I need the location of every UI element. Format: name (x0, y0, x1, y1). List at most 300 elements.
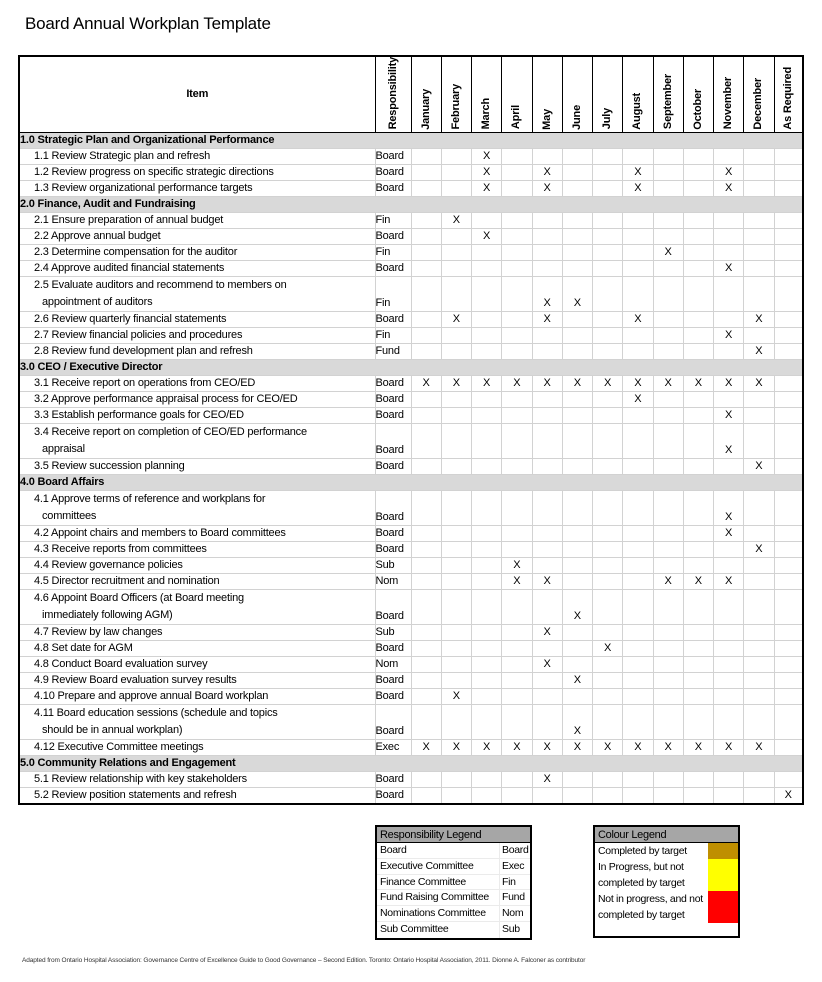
month-cell (502, 344, 532, 360)
mark-cell: X (714, 526, 744, 542)
item-line: 2.2 Approve annual budget (34, 230, 161, 243)
month-cell (774, 181, 803, 197)
page-title: Board Annual Workplan Template (25, 14, 271, 33)
item-line: 3.1 Receive report on operations from CEO/ED (34, 377, 256, 390)
month-cell (683, 772, 713, 788)
month-cell (562, 788, 592, 805)
month-cell (653, 392, 683, 408)
month-cell (441, 558, 471, 574)
section-header-row (19, 133, 803, 149)
month-cell (593, 542, 623, 558)
month-cell (562, 689, 592, 705)
workplan-row (19, 408, 803, 424)
month-cell (502, 689, 532, 705)
month-cell (744, 689, 774, 705)
month-cell (683, 542, 713, 558)
month-cell (441, 657, 471, 673)
month-cell (502, 657, 532, 673)
month-cell (441, 574, 471, 590)
month-cell (472, 558, 502, 574)
month-cell (411, 491, 441, 526)
month-cell (653, 526, 683, 542)
workplan-row (19, 165, 803, 181)
month-cell (774, 459, 803, 475)
month-cell (714, 558, 744, 574)
item-cell (19, 558, 375, 574)
colour-legend-body (595, 843, 738, 935)
workplan-row (19, 229, 803, 245)
item-line: 3.3 Establish performance goals for CEO/ED (34, 409, 244, 422)
month-cell (714, 392, 744, 408)
month-cell (562, 424, 592, 459)
workplan-row (19, 625, 803, 641)
colour-legend-swatches (708, 843, 738, 923)
legend-committee-name: Executive Committee (380, 859, 474, 872)
month-cell (441, 788, 471, 805)
month-cell (653, 491, 683, 526)
mark-cell: X (593, 740, 623, 756)
month-cell (714, 788, 744, 805)
item-cell (19, 213, 375, 229)
month-header-label: January (419, 88, 432, 130)
item-cell (19, 165, 375, 181)
month-cell (562, 408, 592, 424)
month-cell (593, 261, 623, 277)
month-cell (653, 558, 683, 574)
legend-committee-name: Board (380, 844, 407, 856)
item-line: 4.2 Appoint chairs and members to Board committees (34, 527, 286, 540)
month-cell (593, 558, 623, 574)
month-cell (502, 277, 532, 312)
mark-cell: X (562, 590, 592, 625)
month-cell (744, 526, 774, 542)
month-cell (774, 689, 803, 705)
table-header-row (19, 56, 803, 133)
mark-cell: X (744, 740, 774, 756)
responsibility-cell: Board (375, 526, 411, 542)
item-line: 4.8 Set date for AGM (34, 642, 133, 655)
month-cell (472, 261, 502, 277)
month-cell (744, 408, 774, 424)
month-cell (744, 657, 774, 673)
month-cell (683, 491, 713, 526)
month-cell (441, 181, 471, 197)
month-cell (653, 590, 683, 625)
legend-committee-abbr: Exec (499, 859, 530, 874)
month-cell (502, 312, 532, 328)
item-line: 4.11 Board education sessions (schedule and topics (34, 707, 278, 720)
item-line: 4.10 Prepare and approve annual Board workplan (34, 690, 269, 703)
mark-cell: X (623, 740, 653, 756)
month-cell (774, 424, 803, 459)
item-cell (19, 261, 375, 277)
month-cell (502, 641, 532, 657)
workplan-row (19, 261, 803, 277)
legend-committee-name: Fund Raising Committee (380, 891, 489, 904)
month-cell (472, 344, 502, 360)
colour-legend-label: In Progress, but not (598, 861, 684, 873)
month-cell (472, 312, 502, 328)
month-cell (623, 657, 653, 673)
month-cell (411, 408, 441, 424)
month-cell (562, 149, 592, 165)
responsibility-cell: Board (375, 491, 411, 526)
mark-cell: X (714, 261, 744, 277)
month-cell (593, 424, 623, 459)
item-cell (19, 673, 375, 689)
month-cell (653, 328, 683, 344)
month-cell (562, 181, 592, 197)
month-header-label: November (722, 77, 735, 130)
month-cell (441, 344, 471, 360)
workplan-row (19, 213, 803, 229)
month-cell (472, 590, 502, 625)
month-cell (441, 165, 471, 181)
item-cell (19, 344, 375, 360)
mark-cell: X (653, 740, 683, 756)
month-cell (562, 641, 592, 657)
mark-cell: X (653, 574, 683, 590)
month-cell (472, 277, 502, 312)
month-cell (623, 526, 653, 542)
month-cell (593, 625, 623, 641)
month-header-label: October (691, 88, 704, 130)
month-cell (441, 526, 471, 542)
month-cell (502, 408, 532, 424)
mark-cell: X (714, 740, 744, 756)
month-cell (623, 149, 653, 165)
month-cell (683, 424, 713, 459)
month-cell (623, 328, 653, 344)
mark-cell: X (532, 740, 562, 756)
colour-legend-title: Colour Legend (595, 827, 738, 843)
month-cell (744, 772, 774, 788)
month-cell (744, 788, 774, 805)
mark-cell: X (714, 574, 744, 590)
month-cell (593, 574, 623, 590)
month-cell (411, 526, 441, 542)
month-cell (472, 705, 502, 740)
mark-cell: X (593, 641, 623, 657)
section-header-cell: 2.0 Finance, Audit and Fundraising (19, 197, 803, 213)
responsibility-legend-title: Responsibility Legend (377, 827, 530, 843)
workplan-row (19, 344, 803, 360)
month-cell (441, 641, 471, 657)
responsibility-legend (375, 825, 532, 940)
month-cell (653, 277, 683, 312)
item-line: 2.3 Determine compensation for the auditor (34, 246, 238, 259)
month-header-label: August (631, 92, 644, 130)
month-cell (623, 625, 653, 641)
responsibility-cell: Board (375, 673, 411, 689)
responsibility-cell: Board (375, 542, 411, 558)
month-cell (472, 491, 502, 526)
month-cell (472, 772, 502, 788)
responsibility-cell: Board (375, 689, 411, 705)
month-header-label: June (570, 104, 583, 130)
responsibility-cell: Board (375, 408, 411, 424)
month-cell (593, 657, 623, 673)
month-cell (774, 625, 803, 641)
month-cell (623, 673, 653, 689)
month-cell (502, 149, 532, 165)
mark-cell: X (472, 376, 502, 392)
month-cell (653, 408, 683, 424)
month-cell (653, 181, 683, 197)
month-cell (593, 229, 623, 245)
month-cell (744, 574, 774, 590)
month-cell (593, 772, 623, 788)
workplan-row (19, 277, 803, 312)
month-cell (653, 213, 683, 229)
month-cell (683, 459, 713, 475)
month-cell (502, 181, 532, 197)
workplan-row (19, 149, 803, 165)
month-cell (411, 344, 441, 360)
month-cell (593, 526, 623, 542)
month-cell (472, 542, 502, 558)
mark-cell: X (472, 740, 502, 756)
section-header-cell: 3.0 CEO / Executive Director (19, 360, 803, 376)
month-cell (714, 459, 744, 475)
mark-cell: X (562, 376, 592, 392)
month-cell (774, 376, 803, 392)
month-cell (744, 641, 774, 657)
item-cell (19, 408, 375, 424)
month-cell (411, 459, 441, 475)
footer-citation: Adapted from Ontario Hospital Association: Governance Centre of Excellence Guide to Good Governance – Second Edition. Toronto: Ontario Hospital Association, 2011. Dionne A. Falconer as contributor (22, 957, 586, 964)
col-header-november (714, 56, 744, 133)
month-cell (714, 657, 744, 673)
month-cell (562, 213, 592, 229)
month-cell (623, 558, 653, 574)
item-cell (19, 542, 375, 558)
workplan-row (19, 312, 803, 328)
section-header-row (19, 475, 803, 491)
responsibility-cell: Exec (375, 740, 411, 756)
workplan-row (19, 590, 803, 625)
mark-cell: X (744, 344, 774, 360)
month-cell (683, 328, 713, 344)
item-cell (19, 657, 375, 673)
month-cell (532, 213, 562, 229)
item-cell (19, 312, 375, 328)
month-cell (562, 558, 592, 574)
mark-cell: X (532, 312, 562, 328)
workplan-row (19, 574, 803, 590)
month-cell (744, 625, 774, 641)
month-cell (623, 574, 653, 590)
month-cell (472, 213, 502, 229)
col-header-september (653, 56, 683, 133)
month-cell (653, 424, 683, 459)
month-cell (593, 149, 623, 165)
month-cell (774, 526, 803, 542)
month-cell (411, 312, 441, 328)
item-line: immediately following AGM) (42, 609, 173, 622)
month-cell (532, 641, 562, 657)
month-cell (472, 408, 502, 424)
col-header-as-required (774, 56, 803, 133)
item-cell (19, 772, 375, 788)
item-cell (19, 328, 375, 344)
month-cell (593, 213, 623, 229)
month-cell (502, 705, 532, 740)
month-cell (714, 625, 744, 641)
month-cell (411, 245, 441, 261)
colour-legend-label: Completed by target (598, 845, 687, 857)
month-cell (683, 181, 713, 197)
month-cell (774, 344, 803, 360)
month-cell (502, 245, 532, 261)
month-cell (593, 181, 623, 197)
month-cell (774, 312, 803, 328)
item-line: 4.1 Approve terms of reference and workplans for (34, 493, 266, 506)
mark-cell: X (472, 149, 502, 165)
item-line: 2.4 Approve audited financial statements (34, 262, 225, 275)
month-cell (502, 590, 532, 625)
item-cell (19, 641, 375, 657)
responsibility-cell: Nom (375, 574, 411, 590)
month-cell (623, 261, 653, 277)
month-cell (653, 229, 683, 245)
month-header-label: April (510, 105, 523, 130)
month-cell (683, 261, 713, 277)
month-cell (502, 261, 532, 277)
month-cell (714, 590, 744, 625)
mark-cell: X (441, 740, 471, 756)
mark-cell: X (441, 213, 471, 229)
item-line: appointment of auditors (42, 296, 153, 309)
month-cell (744, 229, 774, 245)
month-cell (562, 392, 592, 408)
month-cell (683, 392, 713, 408)
month-cell (411, 261, 441, 277)
month-cell (653, 312, 683, 328)
mark-cell: X (441, 689, 471, 705)
mark-cell: X (623, 392, 653, 408)
mark-cell: X (532, 625, 562, 641)
mark-cell: X (502, 574, 532, 590)
month-cell (502, 459, 532, 475)
month-cell (774, 705, 803, 740)
month-cell (441, 261, 471, 277)
mark-cell: X (714, 424, 744, 459)
workplan-row (19, 641, 803, 657)
item-header-label: Item (186, 88, 209, 101)
month-cell (532, 261, 562, 277)
col-header-july (593, 56, 623, 133)
month-cell (593, 673, 623, 689)
month-cell (562, 574, 592, 590)
col-header-august (623, 56, 653, 133)
responsibility-cell: Board (375, 376, 411, 392)
col-header-february (441, 56, 471, 133)
responsibility-cell: Board (375, 261, 411, 277)
month-cell (562, 312, 592, 328)
month-cell (623, 213, 653, 229)
month-cell (441, 772, 471, 788)
month-cell (623, 277, 653, 312)
responsibility-cell: Board (375, 459, 411, 475)
month-cell (653, 459, 683, 475)
legend-row (377, 859, 530, 875)
month-cell (593, 344, 623, 360)
month-cell (411, 149, 441, 165)
month-cell (653, 344, 683, 360)
responsibility-cell: Fin (375, 213, 411, 229)
month-cell (502, 673, 532, 689)
month-cell (562, 165, 592, 181)
month-cell (714, 149, 744, 165)
month-cell (683, 657, 713, 673)
month-cell (472, 788, 502, 805)
month-cell (411, 181, 441, 197)
mark-cell: X (562, 705, 592, 740)
month-cell (774, 213, 803, 229)
month-cell (774, 657, 803, 673)
month-cell (532, 229, 562, 245)
responsibility-cell: Board (375, 149, 411, 165)
month-cell (441, 408, 471, 424)
workplan-table (18, 55, 804, 805)
month-cell (472, 657, 502, 673)
item-line: 3.2 Approve performance appraisal process for CEO/ED (34, 393, 298, 406)
item-line: 1.3 Review organizational performance targets (34, 182, 253, 195)
mark-cell: X (532, 376, 562, 392)
item-cell (19, 574, 375, 590)
workplan-row (19, 705, 803, 740)
item-line: 4.7 Review by law changes (34, 626, 163, 639)
col-header-april (502, 56, 532, 133)
mark-cell: X (502, 740, 532, 756)
legend-committee-abbr: Board (499, 843, 530, 858)
month-cell (411, 590, 441, 625)
month-cell (532, 328, 562, 344)
month-cell (593, 165, 623, 181)
month-cell (683, 641, 713, 657)
month-cell (774, 558, 803, 574)
workplan-row (19, 772, 803, 788)
mark-cell: X (774, 788, 803, 805)
month-cell (532, 542, 562, 558)
responsibility-cell: Sub (375, 625, 411, 641)
month-cell (714, 673, 744, 689)
month-cell (623, 229, 653, 245)
month-cell (593, 392, 623, 408)
workplan-row (19, 376, 803, 392)
section-header-cell: 1.0 Strategic Plan and Organizational Performance (19, 133, 803, 149)
month-cell (532, 245, 562, 261)
month-cell (562, 625, 592, 641)
responsibility-cell: Board (375, 788, 411, 805)
month-cell (502, 491, 532, 526)
month-header-label: February (449, 83, 462, 130)
workplan-row (19, 740, 803, 756)
item-cell (19, 590, 375, 625)
month-cell (411, 689, 441, 705)
mark-cell: X (623, 181, 653, 197)
item-cell (19, 376, 375, 392)
month-cell (774, 229, 803, 245)
month-cell (623, 542, 653, 558)
workplan-row (19, 245, 803, 261)
month-cell (441, 459, 471, 475)
month-cell (744, 491, 774, 526)
item-line: 4.4 Review governance policies (34, 559, 183, 572)
item-cell (19, 229, 375, 245)
item-line: 3.4 Receive report on completion of CEO/ED performance (34, 426, 307, 439)
